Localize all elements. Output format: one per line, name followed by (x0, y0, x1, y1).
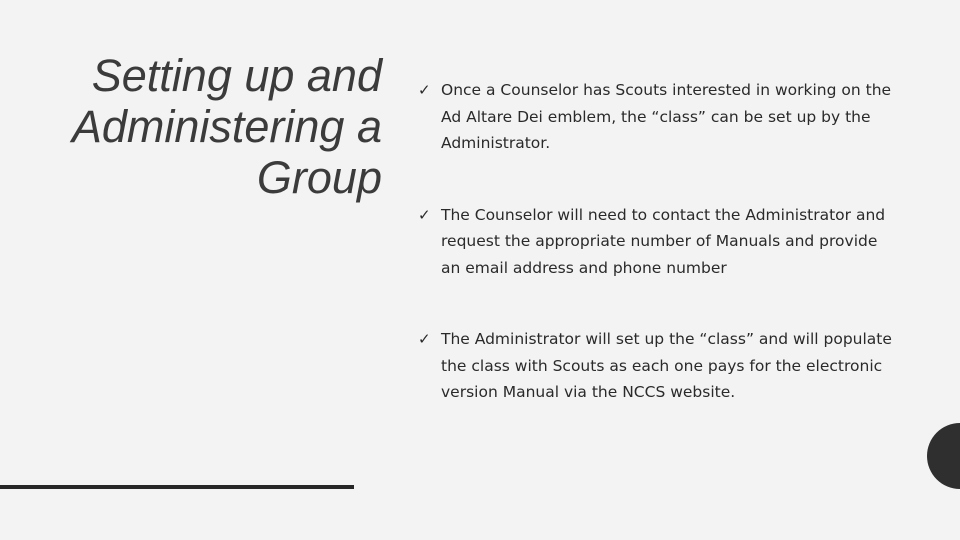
bullet-item (418, 326, 898, 406)
check-icon: ✓ (418, 205, 431, 224)
bullet-text: Once a Counselor has Scouts interested in working on the Ad Altare Dei emblem, the “class” can be set up by the Administrator. (441, 81, 892, 152)
slide-title: Setting up and Administering a Group (71, 50, 382, 203)
bullet-item (418, 77, 898, 157)
check-icon: ✓ (418, 330, 431, 348)
bullet-text: The Counselor will need to contact the Administrator and request the appropriate number of Manuals and provide an email address and phone number (441, 205, 886, 277)
check-icon: ✓ (418, 81, 431, 99)
bullet-item (418, 202, 898, 282)
bullet-text: The Administrator will set up the “class” and will populate the class with Scouts as each one pays for the electronic version Manual via the NCCS website. (441, 330, 892, 401)
decorative-corner-circle (927, 423, 960, 489)
title-underline-rule (0, 485, 354, 489)
bullet-list (418, 77, 898, 406)
